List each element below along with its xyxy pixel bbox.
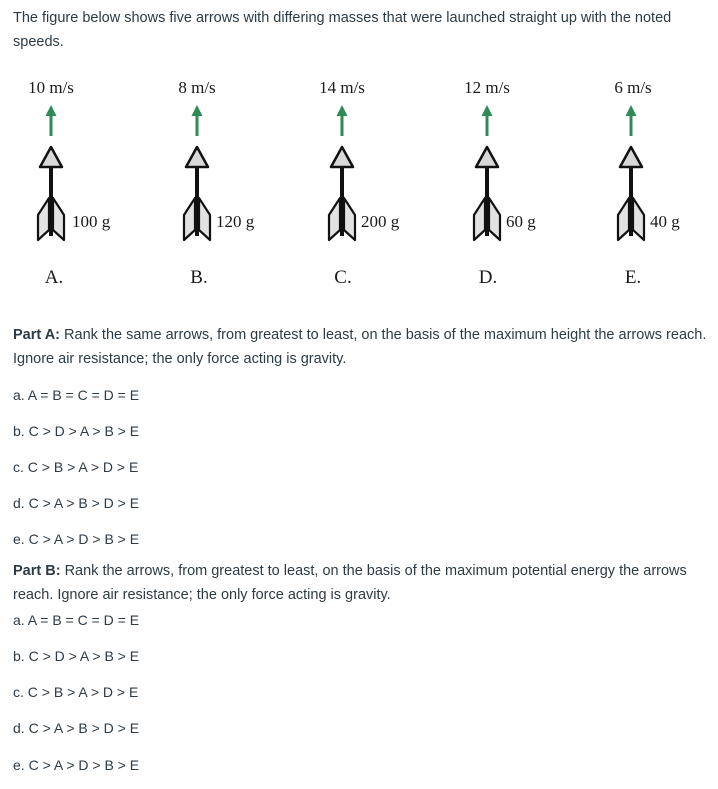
arrow-e-icon <box>618 105 644 240</box>
mass-label-b: 120 g <box>216 212 255 231</box>
arrow-label-a: A. <box>44 267 64 288</box>
arrow-d-icon <box>474 105 500 240</box>
part-b-text: Rank the arrows, from greatest to least, on the basis of the maximum potential energy the arrows reach. Ignore air resistance; the only force acting is gravity. <box>13 563 687 603</box>
part-a-option-d[interactable]: d. C > A > B > D > E <box>13 495 140 511</box>
speed-label-a: 10 m/s <box>28 78 74 97</box>
part-b-option-e[interactable]: e. C > A > D > B > E <box>13 757 140 773</box>
intro-text: The figure below shows five arrows with differing masses that were launched straight up with the noted speeds. <box>13 10 672 50</box>
arrow-b <box>178 78 254 288</box>
part-a-question <box>13 323 711 371</box>
speed-label-b: 8 m/s <box>178 78 216 97</box>
arrow-a-icon <box>38 105 64 240</box>
part-b-option-c[interactable]: c. C > B > A > D > E <box>13 684 139 700</box>
speed-label-c: 14 m/s <box>319 78 365 97</box>
arrow-c-icon <box>329 105 355 240</box>
arrow-e <box>614 78 680 288</box>
arrow-a <box>28 78 111 288</box>
part-a-label: Part A: <box>13 327 60 343</box>
arrows-diagram <box>0 70 718 300</box>
part-b-option-a[interactable]: a. A = B = C = D = E <box>13 612 140 628</box>
mass-label-d: 60 g <box>506 212 536 231</box>
speed-label-e: 6 m/s <box>614 78 652 97</box>
part-a-option-c[interactable]: c. C > B > A > D > E <box>13 459 139 475</box>
part-a-option-b[interactable]: b. C > D > A > B > E <box>13 423 140 439</box>
arrow-b-icon <box>184 105 210 240</box>
part-b-option-d[interactable]: d. C > A > B > D > E <box>13 720 140 736</box>
mass-label-c: 200 g <box>361 212 400 231</box>
arrow-label-d: D. <box>478 267 498 288</box>
arrow-label-b: B. <box>190 267 208 288</box>
arrow-label-e: E. <box>624 267 642 288</box>
part-b-option-b[interactable]: b. C > D > A > B > E <box>13 648 140 664</box>
speed-label-d: 12 m/s <box>464 78 510 97</box>
arrow-d <box>464 78 536 288</box>
part-a-option-e[interactable]: e. C > A > D > B > E <box>13 531 140 547</box>
arrow-c <box>319 78 400 288</box>
mass-label-e: 40 g <box>650 212 680 231</box>
mass-label-a: 100 g <box>72 212 111 231</box>
arrow-label-c: C. <box>334 267 352 288</box>
part-a-text: Rank the same arrows, from greatest to least, on the basis of the maximum height the arrows reach. Ignore air resistance; the only force acting is gravity. <box>13 327 707 367</box>
part-a-option-a[interactable]: a. A = B = C = D = E <box>13 387 140 403</box>
part-b-question <box>13 559 711 607</box>
part-b-label: Part B: <box>13 563 61 579</box>
arrows-figure <box>0 70 718 300</box>
